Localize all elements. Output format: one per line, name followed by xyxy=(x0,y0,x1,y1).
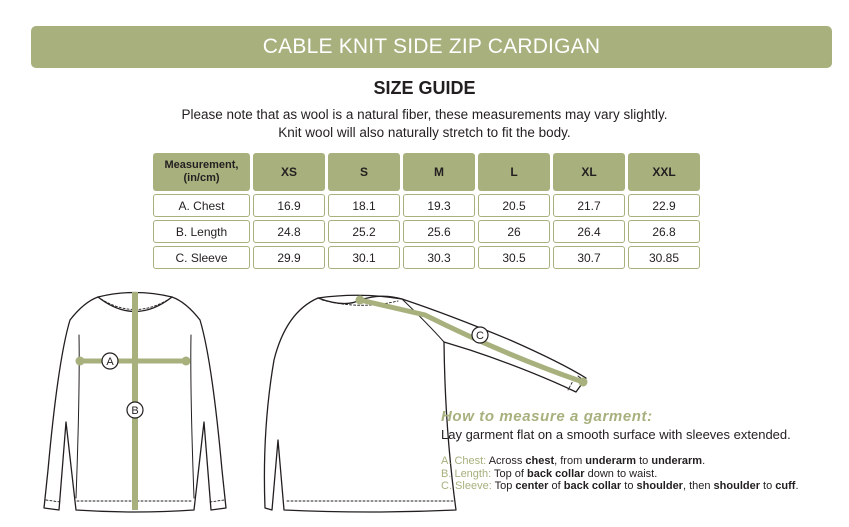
definition-text: Across xyxy=(486,455,526,467)
definition-bold: shoulder xyxy=(636,480,683,492)
definition-length xyxy=(441,468,841,481)
size-header-s: S xyxy=(328,153,400,191)
how-to-measure xyxy=(441,408,841,493)
definition-chest xyxy=(441,455,841,468)
measurement-definitions xyxy=(441,455,841,493)
size-header-xl: XL xyxy=(553,153,625,191)
definition-text: , then xyxy=(682,480,714,492)
definition-text: . xyxy=(795,480,799,492)
definition-length-key: B. Length: xyxy=(441,467,492,480)
table-cell: 21.7 xyxy=(553,194,625,217)
row-label-sleeve: C. Sleeve xyxy=(153,246,250,269)
marker-b xyxy=(127,402,143,418)
size-guide-heading: SIZE GUIDE xyxy=(373,78,476,98)
size-header-m: M xyxy=(403,153,475,191)
size-table-header xyxy=(153,153,700,191)
row-label-chest: A. Chest xyxy=(153,194,250,217)
table-cell: 25.2 xyxy=(328,220,400,243)
definition-text: Top of xyxy=(491,467,528,480)
definition-bold: back collar xyxy=(527,467,585,480)
marker-a-label: A xyxy=(106,356,114,368)
definition-text: down to waist. xyxy=(584,467,658,480)
marker-c xyxy=(472,327,488,343)
definition-text: Top xyxy=(491,480,516,492)
definition-sleeve xyxy=(441,480,841,493)
fiber-note-line-1: Please note that as wool is a natural fiber, these measurements may vary slightly. xyxy=(181,107,668,122)
measurement-header xyxy=(153,153,250,191)
definition-text: to xyxy=(636,455,652,467)
fiber-note xyxy=(0,106,849,142)
definition-text: . xyxy=(702,455,706,467)
measurement-header-line-2: (in/cm) xyxy=(183,172,220,184)
table-cell: 30.85 xyxy=(628,246,700,269)
how-to-measure-desc: Lay garment flat on a smooth surface with sleeves extended. xyxy=(441,427,791,442)
product-title: CABLE KNIT SIDE ZIP CARDIGAN xyxy=(262,35,601,58)
marker-b-label: B xyxy=(131,405,139,417)
definition-chest-key: A. Chest: xyxy=(441,455,487,467)
table-row-sleeve xyxy=(153,246,700,269)
definition-bold: center xyxy=(515,480,549,492)
front-measure-lines xyxy=(76,292,191,510)
fiber-note-line-2: Knit wool will also naturally stretch to fit the body. xyxy=(278,125,571,140)
marker-a xyxy=(102,353,118,369)
size-header-xs: XS xyxy=(253,153,325,191)
table-cell: 30.7 xyxy=(553,246,625,269)
table-cell: 16.9 xyxy=(253,194,325,217)
how-to-measure-title: How to measure a garment: xyxy=(441,408,653,425)
definition-text: of xyxy=(548,480,564,492)
definition-text: , from xyxy=(554,455,586,467)
table-cell: 30.3 xyxy=(403,246,475,269)
size-table xyxy=(150,150,703,272)
size-header-l: L xyxy=(478,153,550,191)
table-cell: 26 xyxy=(478,220,550,243)
definition-bold: chest xyxy=(525,455,555,467)
table-row-chest xyxy=(153,194,700,217)
table-cell: 30.5 xyxy=(478,246,550,269)
definition-text: to xyxy=(621,480,637,492)
definition-bold: shoulder xyxy=(713,480,760,492)
table-cell: 20.5 xyxy=(478,194,550,217)
definition-bold: back collar xyxy=(563,480,622,492)
marker-c-label: C xyxy=(476,330,484,342)
title-banner xyxy=(31,26,832,68)
table-row-length xyxy=(153,220,700,243)
measurement-header-line-1: Measurement, xyxy=(164,159,239,171)
table-cell: 25.6 xyxy=(403,220,475,243)
table-cell: 19.3 xyxy=(403,194,475,217)
definition-text: to xyxy=(760,480,776,492)
table-cell: 22.9 xyxy=(628,194,700,217)
definition-bold: underarm xyxy=(585,455,637,467)
table-cell: 24.8 xyxy=(253,220,325,243)
table-cell: 29.9 xyxy=(253,246,325,269)
size-header-xxl: XXL xyxy=(628,153,700,191)
definition-bold: underarm xyxy=(651,455,703,467)
back-measure-lines xyxy=(356,296,588,387)
row-label-length: B. Length xyxy=(153,220,250,243)
definition-bold: cuff xyxy=(775,480,796,492)
table-cell: 30.1 xyxy=(328,246,400,269)
table-cell: 26.4 xyxy=(553,220,625,243)
table-cell: 26.8 xyxy=(628,220,700,243)
definition-sleeve-key: C. Sleeve: xyxy=(441,480,492,492)
table-cell: 18.1 xyxy=(328,194,400,217)
